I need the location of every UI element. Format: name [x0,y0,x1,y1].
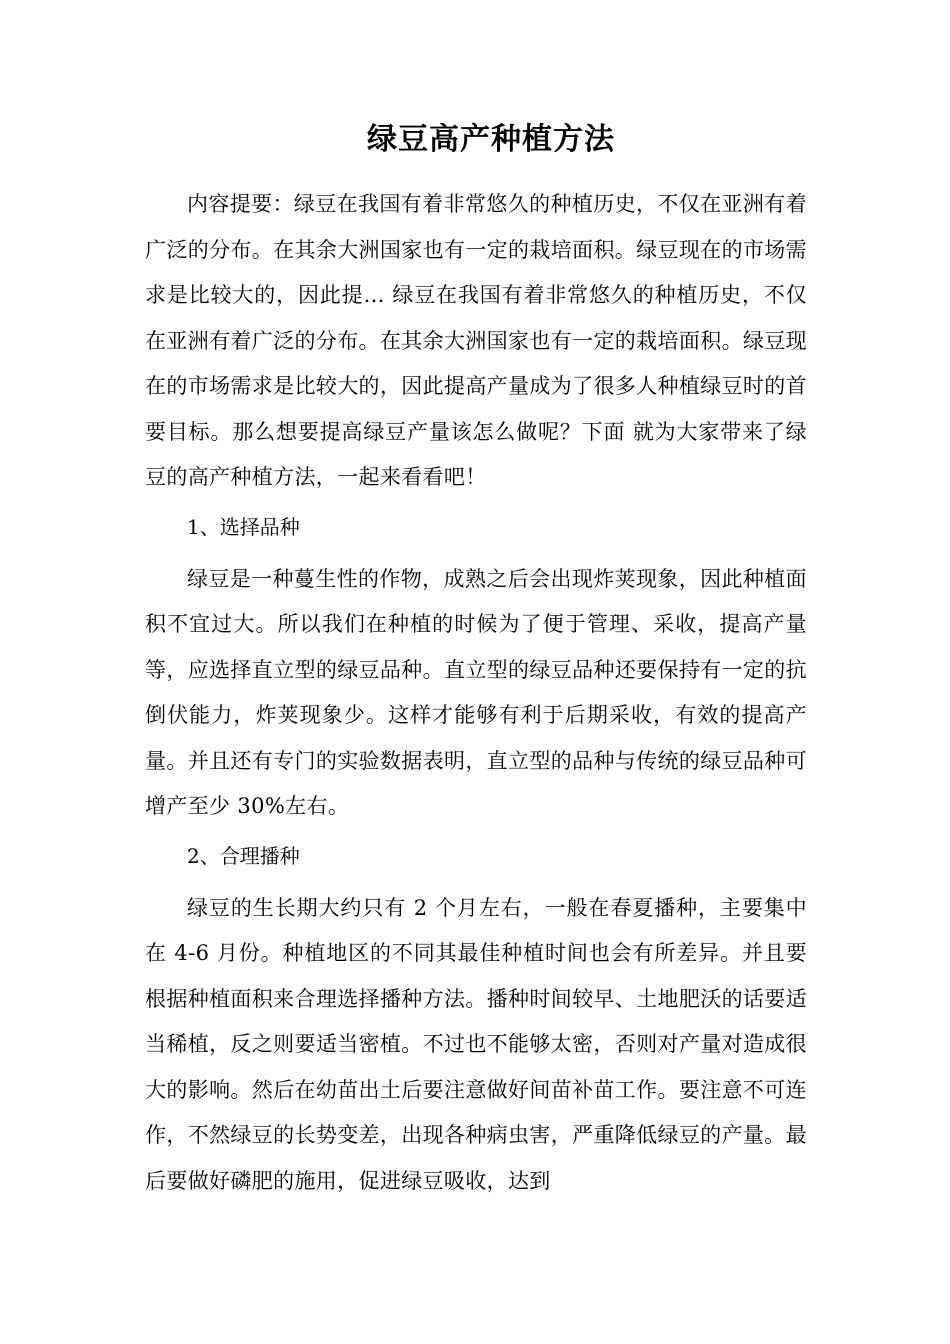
section-heading-2: 2、合理播种 [187,843,300,868]
document-title: 绿豆高产种植方法 [367,122,615,157]
document-body [145,118,807,1204]
section-heading-1: 1、选择品种 [187,514,300,539]
section-body-2: 绿豆的生长期大约只有 2 个月左右，一般在春夏播种，主要集中在 4-6 月份。种植地区的不同其最佳种植时间也会有所差异。并且要根据种植面积来合理选择播种方法。播种时间较早、土地肥沃的话要适当稀植，反之则要适当密植。不过也不能够太密，否则对产量对造成很大的影响。然后在幼苗出土后要注意做好间苗补苗工作。要注意不可连作，不然绿豆的长势变差，出现各种病虫害，严重降低绿豆的产量。最后要做好磷肥的施用，促进绿豆吸收，达到 [145,895,807,1193]
intro-paragraph: 内容提要：绿豆在我国有着非常悠久的种植历史，不仅在亚洲有着广泛的分布。在其余大洲国家也有一定的栽培面积。绿豆现在的市场需求是比较大的，因此提… 绿豆在我国有着非常悠久的种植历史，不仅在亚洲有着广泛的分布。在其余大洲国家也有一定的栽培面积。绿豆现在的市场需求是比较大的，因此提高产量成为了很多人种植绿豆时的首要目标。那么想要提高绿豆产量该怎么做呢？下面 就为大家带来了绿豆的高产种植方法，一起来看看吧！ [145,192,807,489]
section-body-1: 绿豆是一种蔓生性的作物，成熟之后会出现炸荚现象，因此种植面积不宜过大。所以我们在种植的时候为了便于管理、采收，提高产量等，应选择直立型的绿豆品种。直立型的绿豆品种还要保持有一定的抗倒伏能力，炸荚现象少。这样才能够有利于后期采收，有效的提高产量。并且还有专门的实验数据表明，直立型的品种与传统的绿豆品种可增产至少 30%左右。 [145,566,807,818]
